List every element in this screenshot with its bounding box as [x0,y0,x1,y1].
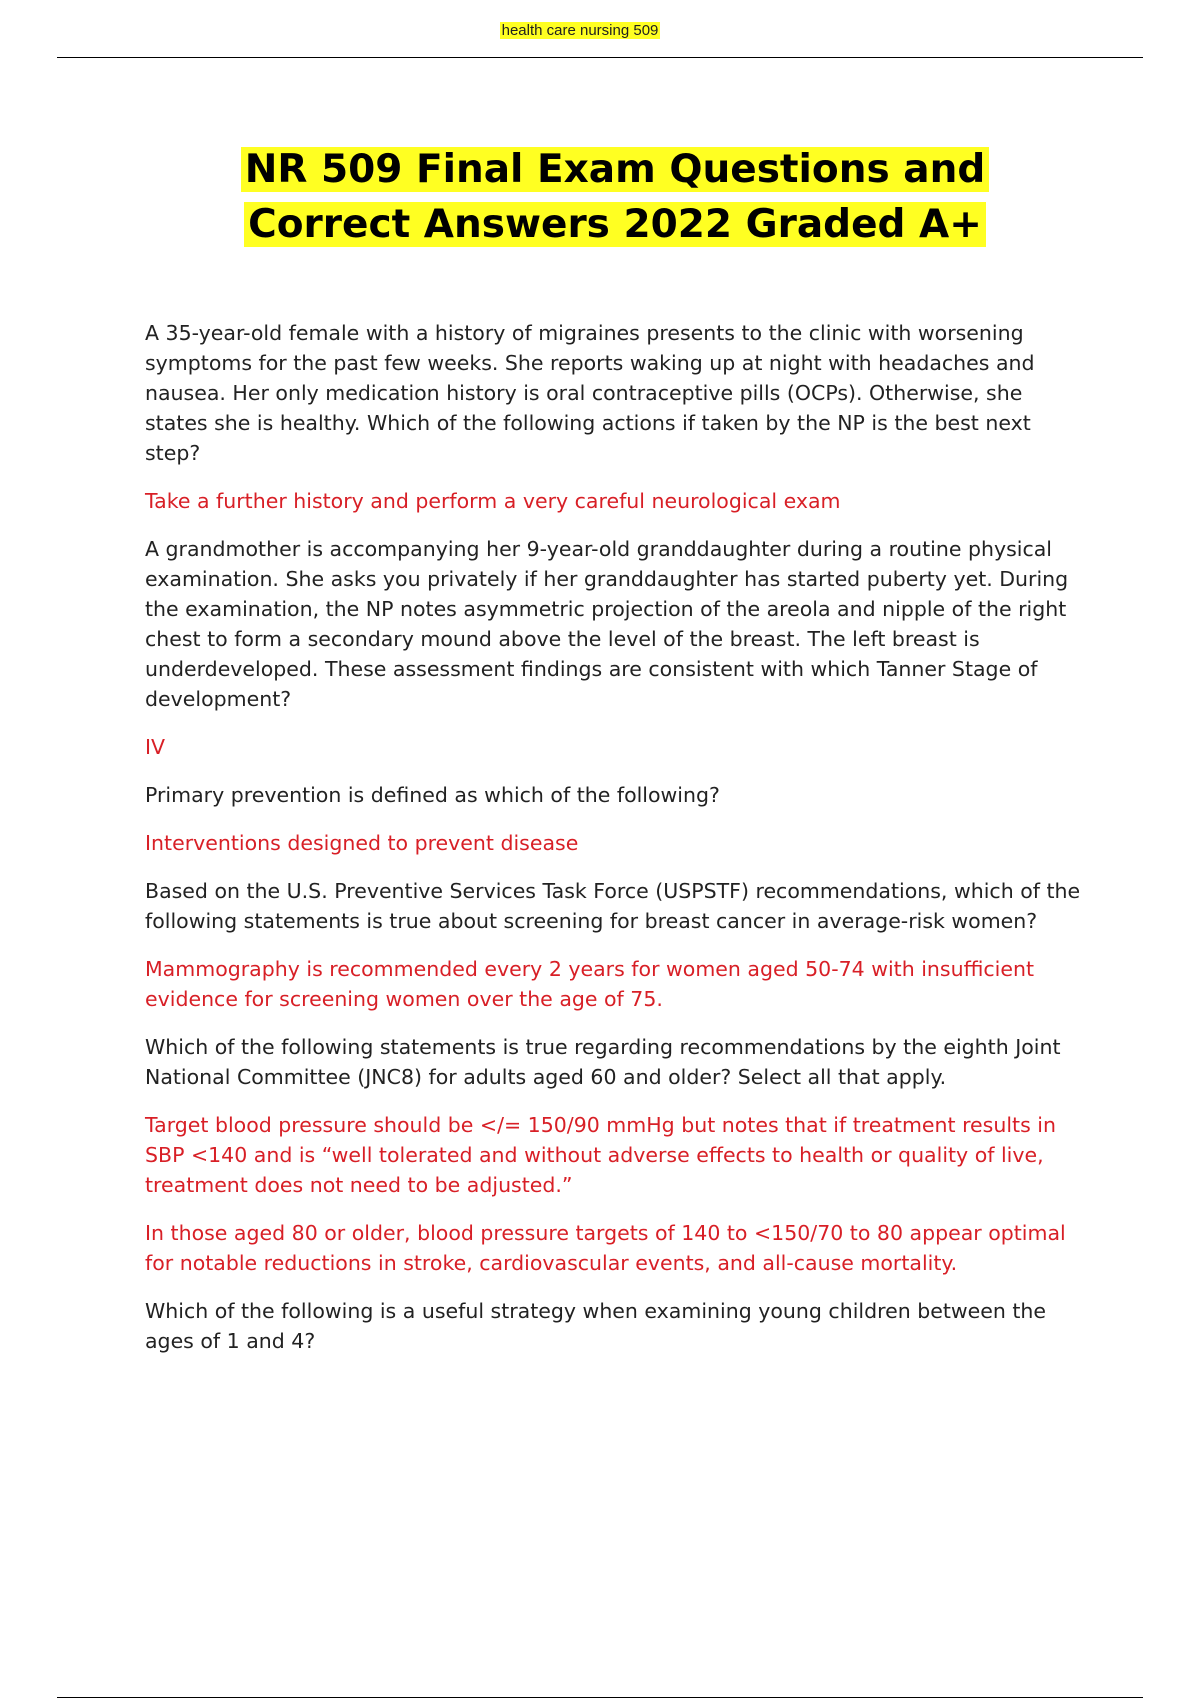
question-text: Which of the following statements is true regarding recommendations by the eighth Joint National Committee (JNC8) for adults aged 60 and older? Select all that apply. [145,1035,1061,1089]
header-divider [57,57,1143,58]
question-text: Primary prevention is defined as which of the following? [145,783,720,807]
header-label: health care nursing 509 [501,22,659,39]
page-header [0,22,1160,40]
answer-text: IV [145,735,166,759]
question-text: A 35-year-old female with a history of migraines presents to the clinic with worsening symptoms for the past few weeks. She reports waking up at night with headaches and nausea. Her only medication history is oral contraceptive pills (OCPs). Otherwise, she states she is healthy. Which of the following actions if taken by the NP is the best next step? [145,321,1035,465]
answer-text: Interventions designed to prevent disease [145,831,579,855]
question-text: Which of the following is a useful strategy when examining young children between the ages of 1 and 4? [145,1299,1047,1353]
answer-text: Target blood pressure should be </= 150/90 mmHg but notes that if treatment results in SBP <140 and is “well tolerated and without adverse effects to health or quality of live, treatment does not need to be adjusted.” [145,1113,1056,1197]
answer-text: Mammography is recommended every 2 years for women aged 50-74 with insufficient evidence for screening women over the age of 75. [145,957,1035,1011]
title-line-1: NR 509 Final Exam Questions and [241,147,990,192]
answer-text: Take a further history and perform a very careful neurological exam [145,489,841,513]
question-text: A grandmother is accompanying her 9-year-old granddaughter during a routine physical examination. She asks you privately if her granddaughter has started puberty yet. During the examination, the NP notes asymmetric projection of the areola and nipple of the right chest to form a secondary mound above the level of the breast. The left breast is underdeveloped. These assessment findings are consistent with which Tanner Stage of development? [145,537,1069,711]
document-body [145,318,1090,1374]
document-title [0,142,1200,252]
question-text: Based on the U.S. Preventive Services Task Force (USPSTF) recommendations, which of the following statements is true about screening for breast cancer in average-risk women? [145,879,1081,933]
title-line-2: Correct Answers 2022 Graded A+ [244,202,986,247]
answer-text: In those aged 80 or older, blood pressure targets of 140 to <150/70 to 80 appear optimal for notable reductions in stroke, cardiovascular events, and all-cause mortality. [145,1221,1066,1275]
footer-divider [57,1697,1143,1698]
